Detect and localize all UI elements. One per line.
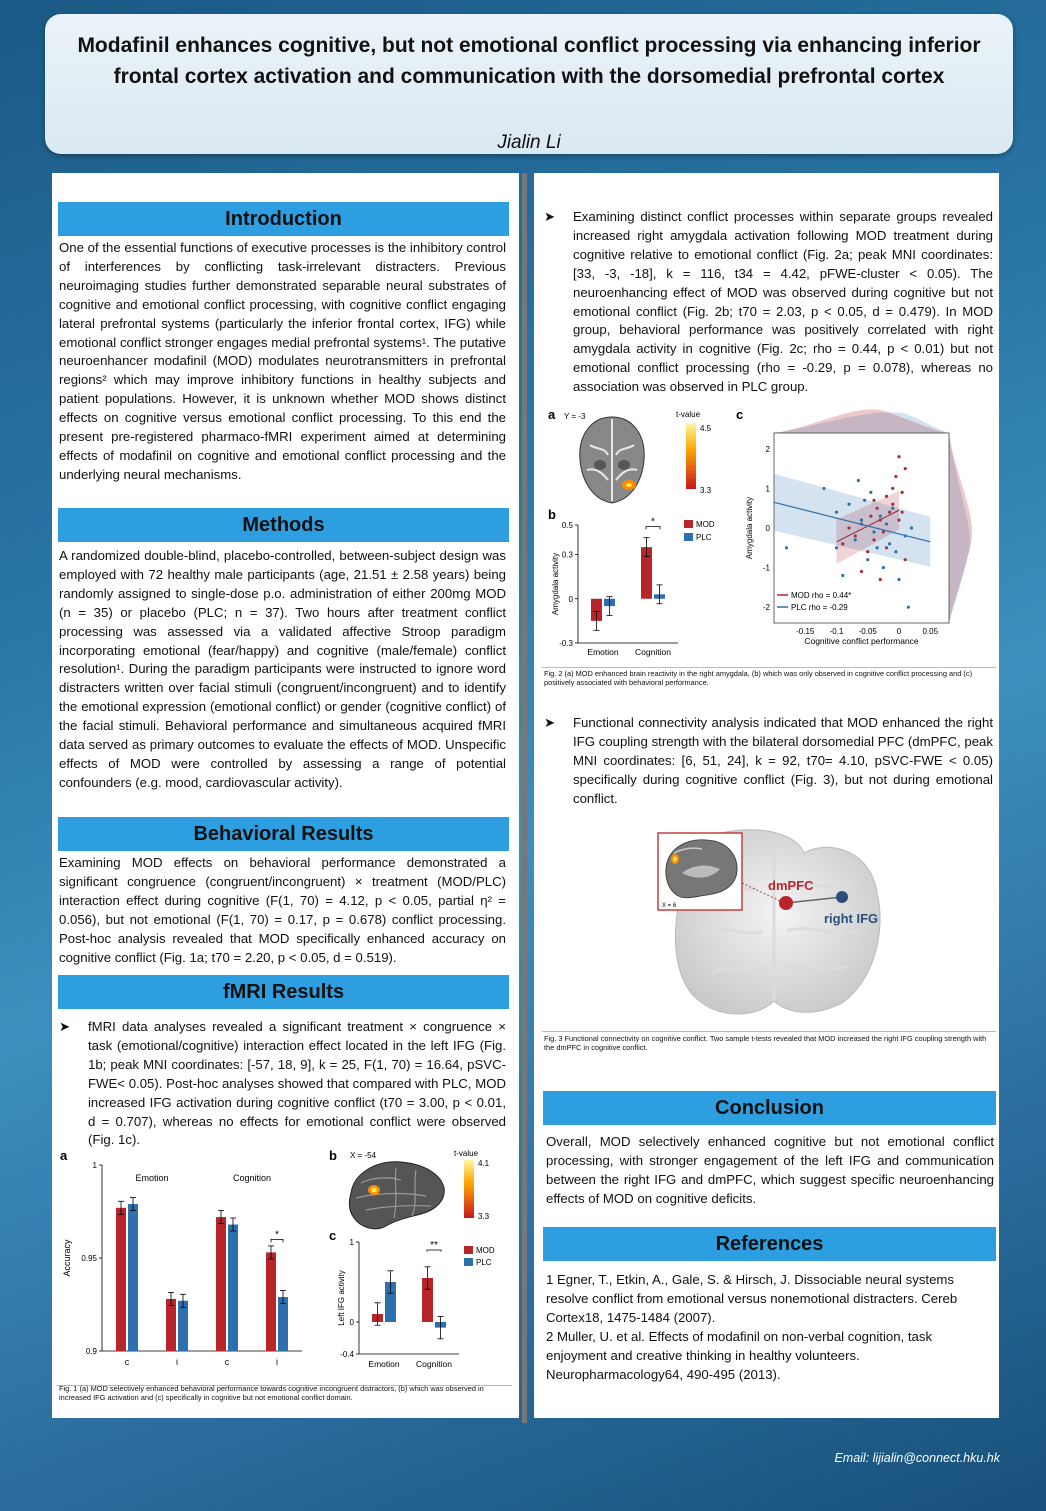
fig2a-tvalue-label: t-value: [676, 410, 701, 419]
bar-plc: [278, 1297, 288, 1351]
fig2c-scatter-plot: [745, 409, 972, 646]
fig2-panel-b-label: b: [548, 507, 556, 522]
y-tick-label: -0.4: [340, 1350, 354, 1359]
fig2b-legend-mod: MOD: [696, 520, 715, 529]
fig2a-colorbar: [686, 423, 696, 489]
fig1-panel-a-label: a: [60, 1148, 68, 1163]
bullet-arrow-icon: ➤: [59, 1019, 71, 1034]
contact-email[interactable]: Email: lijialin@connect.hku.hk: [834, 1451, 1000, 1465]
fig1a-bar-chart: [62, 1161, 302, 1367]
fig2c-data-point: [822, 487, 825, 490]
fig2c-data-point: [847, 503, 850, 506]
reference-1: 1 Egner, T., Etkin, A., Gale, S. & Hirsch, J. Dissociable neural systems resolve conflict from emotional versus nonemotional distracters. Cereb Cortex18, 1475-1484 (2007).: [546, 1272, 958, 1325]
fig1b-tmin: 3.3: [478, 1212, 490, 1221]
fig3-inset: [658, 833, 742, 910]
fig1a-group-label-cognition: Cognition: [232, 1173, 272, 1183]
bar-mod: [266, 1252, 276, 1351]
methods-heading: Methods: [58, 508, 509, 542]
fig3-ifg-label: right IFG: [824, 911, 879, 926]
fig2c-data-point: [876, 546, 879, 549]
fig2a-brain-image: [580, 417, 644, 503]
behavioral-heading: Behavioral Results: [58, 817, 509, 851]
figure-2-svg: [542, 405, 996, 667]
y-tick-label: 0.3: [561, 550, 573, 560]
fig2c-data-point: [904, 467, 907, 470]
fig2c-data-point: [879, 578, 882, 581]
fig2c-data-point: [901, 491, 904, 494]
column-divider: [522, 173, 527, 1423]
fig1a-group-label-emotion: Emotion: [135, 1173, 169, 1183]
conclusion-heading: Conclusion: [543, 1091, 996, 1125]
poster-title: [53, 30, 1005, 92]
fig2c-data-point: [835, 546, 838, 549]
fig1a-x-tick-label: c: [124, 1357, 130, 1367]
fig2c-data-point: [860, 518, 863, 521]
reference-2: 2 Muller, U. et al. Effects of modafinil on non-verbal cognition, task enjoyment and creative thinking in healthy volunteers. Neuropharmacology64, 490-495 (2013).: [546, 1329, 933, 1382]
fig2c-data-point: [897, 578, 900, 581]
fig2c-data-point: [894, 475, 897, 478]
fig1a-x-tick-label: c: [224, 1357, 230, 1367]
methods-body: A randomized double-blind, placebo-controlled, between-subject design was employed with 72 healthy male participants (age, 21.51 ± 2.58 years) being randomly assigned to single-dose p.o. administration of either 200mg MOD (n = 35) or placebo (PLC; n = 37). Two hours after treatment conflict processing was assessed via a validated affective Stroop paradigm incorporating emotional (fear/happy) and cognitive (male/female) conflict resolution¹. During the paradigm participants were instructed to ignore word distracters written over facial stimuli (congruent/incongruent) and to identify the emotional expression (emotional conflict) or gender (cognitive conflict) of the facial stimuli. Behavioral performance and simultaneous acquired fMRI data served as primary outcomes to evaluate the effects of MOD. Unspecific effects of MOD were controlled by assessing a range of potential confounders (e.g. mood, cardiovascular activity).: [59, 548, 506, 790]
fig2c-data-point: [891, 487, 894, 490]
connectivity-bullet-text: Functional connectivity analysis indicated that MOD enhanced the right IFG coupling strength with the bilateral dorsomedial PFC (dmPFC, peak MNI coordinates: [6, 51, 24], k = 92, t70= 4.10, pSVC-FWE < 0.05) specifically during cognitive conflict (Fig. 3), but not during emotional conflict.: [573, 715, 993, 806]
fig1c-significance-marker: **: [430, 1240, 438, 1251]
fig2c-x-tick-label: -0.05: [858, 627, 877, 636]
bar-mod: [166, 1299, 176, 1351]
fig2c-data-point: [860, 570, 863, 573]
fig1c-legend-plc: PLC: [476, 1258, 492, 1267]
figure-3-caption: Fig. 3 Functional connectivity on cognitive conflict. Two sample t-tests revealed that MOD increased the right IFG coupling strength with the dmPFC in cognitive conflict.: [544, 1034, 987, 1052]
figure-2-caption: Fig. 2 (a) MOD enhanced brain reactivity in the right amygdala, (b) which was only observed in cognitive conflict processing and (c) positively associated with behavioral performance.: [544, 669, 973, 687]
references-heading: References: [543, 1227, 996, 1261]
fig2c-x-tick-label: 0.05: [922, 627, 939, 636]
fig1a-significance-marker: *: [275, 1229, 279, 1241]
fig2c-data-point: [897, 455, 900, 458]
y-tick-label: -0.3: [559, 639, 573, 648]
fig2-panel-a-label: a: [548, 407, 556, 422]
fig1b-coordinate: X = -54: [350, 1151, 377, 1160]
fmri-bullet: [59, 1018, 506, 1148]
y-tick-label: 0: [349, 1318, 354, 1327]
fig2c-plc-density-right: [949, 433, 970, 623]
bar-mod: [116, 1208, 126, 1351]
fig2c-legend-mod: MOD rho = 0.44*: [791, 591, 852, 600]
fig1a-x-tick-label: i: [276, 1357, 278, 1367]
fig2b-significance-marker: *: [651, 516, 655, 528]
fig2c-x-tick-label: -0.15: [796, 627, 815, 636]
fig2c-data-point: [785, 546, 788, 549]
fig2c-data-point: [854, 538, 857, 541]
fig2c-x-tick-label: -0.1: [829, 627, 844, 636]
fig2a-coordinate: Y = -3: [564, 412, 586, 421]
fig2c-x-tick-label: 0: [896, 627, 902, 636]
fig2-panel-c-label: c: [736, 407, 744, 422]
fig1b-tvalue-label: t-value: [454, 1149, 479, 1158]
conclusion-body: Overall, MOD selectively enhanced cognitive but not emotional conflict processing, with stronger engagement of the left IFG and communication between the right IFG and dmPFC, which suggest specific neuroenhancing effects of MOD on cognitive deficits.: [546, 1134, 994, 1206]
fig2a-tmin: 3.3: [700, 486, 712, 495]
right-column: [534, 173, 999, 1418]
fig2c-data-point: [841, 574, 844, 577]
behavioral-body: Examining MOD effects on behavioral performance demonstrated a significant congruence (congruent/incongruent) × treatment (MOD/PLC) interaction effect during cognitive (F(1, 70) = 4.12, p < 0.05, partial η² = 0.056), but not emotional (F(1, 70) = 0.17, p = 0.678) conflict processing. Post-hoc analysis revealed that MOD specifically enhanced accuracy on cognitive conflict (Fig. 1a; t70 = 2.20, p < 0.05, d = 0.519).: [59, 855, 506, 965]
fig1c-x-tick-label: Cognition: [416, 1359, 452, 1369]
fig2b-bar-chart: [551, 516, 678, 657]
author: Jialin Li: [497, 132, 561, 153]
fig2c-y-axis-label: Amygdala activity: [745, 496, 754, 560]
fig2c-data-point: [879, 515, 882, 518]
amygdala-bullet: [544, 208, 993, 398]
fig2c-data-point: [869, 491, 872, 494]
fig2c-data-point: [863, 499, 866, 502]
fmri-bullet-text: fMRI data analyses revealed a significant treatment × congruence × task (emotional/cognitive) interaction effect located in the left IFG (Fig. 1b; peak MNI coordinates: [-57, 18, 9], k = 25, F(1, 70) = 16.64, pSVC-FWE< 0.05). Post-hoc analyses showed that compared with PLC, MOD increased IFG activation during cognitive conflict (t70 = 3.00, p < 0.01, d = 0.707), whereas no effects for emotional conflict were observed (Fig. 1c).: [88, 1019, 506, 1148]
fig2a-tmax: 4.5: [700, 424, 712, 433]
fig3-dmpfc-label: dmPFC: [768, 878, 814, 893]
fig1c-legend-mod-swatch: [464, 1246, 473, 1254]
fig2c-data-point: [885, 522, 888, 525]
fig2c-data-point: [866, 558, 869, 561]
bar-plc: [228, 1225, 238, 1351]
introduction-heading: Introduction: [58, 202, 509, 236]
left-column: [52, 173, 519, 1418]
amygdala-bullet-text: Examining distinct conflict processes within separate groups revealed increased right amygdala activation following MOD treatment during cognitive relative to emotional conflict (Fig. 2a; peak MNI coordinates: [33, -3, -18], k = 116, t34 = 4.42, pFWE-cluster < 0.05). The neuroenhancing effect of MOD was observed during cognitive but not emotional conflict (Fig. 2b; t70 = 2.03, p < 0.05, d = 0.479). In MOD group, behavioral performance was positively correlated with right amygdala activity in cognitive (Fig. 2c; rho = 0.44, p < 0.01) but not emotional conflict processing (rho = -0.29, p = 0.078), whereas no association was observed in PLC group.: [573, 209, 993, 395]
fig2c-data-point: [885, 495, 888, 498]
fig2c-data-point: [891, 507, 894, 510]
bar-plc: [128, 1204, 138, 1351]
fig2c-plc-density-top: [774, 412, 949, 433]
fig2b-x-tick-label: Emotion: [587, 647, 619, 657]
fig1b-tmax: 4.1: [478, 1159, 490, 1168]
y-tick-label: 0: [568, 594, 573, 604]
figure-1-caption: Fig. 1 (a) MOD selectively enhanced behavioral performance towards cognitive incongruent distractors, (b) which was observed in increased IFG activation and (c) specifically in cognitive but not emotional conflict domain.: [59, 1384, 484, 1402]
fig2b-y-axis-label: Amygdala activity: [551, 552, 560, 616]
fig2b-legend-plc: PLC: [696, 533, 712, 542]
bar-plc: [178, 1301, 188, 1351]
fig2c-legend-plc: PLC rho = -0.29: [791, 603, 848, 612]
bullet-arrow-icon: ➤: [544, 209, 556, 224]
poster-header: [45, 14, 1013, 154]
fig1c-bar-chart: [337, 1238, 459, 1369]
figure-3: [542, 823, 996, 1032]
fig1b-colorbar: [464, 1160, 474, 1218]
fig1-panel-c-label: c: [329, 1228, 337, 1243]
fig2c-data-point: [910, 526, 913, 529]
fig2c-data-point: [882, 566, 885, 569]
introduction-body: One of the essential functions of executive processes is the inhibitory control of interferences by conflicting task-irrelevant distracters. Previous neuroimaging studies further demonstrated separable neural substrates of cognitive and emotional conflict processing, with cognitive conflict engaging lateral prefrontal systems (particularly the inferior frontal cortex, IFG) while emotional conflict stronger engages medial prefrontal systems¹. The putative neuroenhancer modafinil (MOD) modulates neurotransmitters in prefrontal regions² which may improve inhibitory functions in healthy subjects and patient populations. However, it is unknown whether MOD shows distinct effects on cognitive versus emotional conflict processing. To this end the present pre-registered pharmaco-fMRI experiment aimed at determining effects of modafinil on cognitive and emotional conflict processing and the underlying neural mechanisms.: [59, 240, 506, 482]
fig2b-legend-mod-swatch: [684, 520, 693, 528]
fig2b-legend-plc-swatch: [684, 533, 693, 541]
fig2c-y-tick-label: -2: [762, 603, 770, 613]
figure-2: [542, 405, 996, 668]
fig1a-y-axis-label: Accuracy: [62, 1239, 72, 1277]
fig2c-data-point: [835, 511, 838, 514]
title-line-1: Modafinil enhances cognitive, but not emotional conflict processing via enhancing inferior: [77, 34, 981, 57]
fig2c-x-axis-label: Cognitive conflict performance: [804, 636, 919, 646]
fig2c-data-point: [857, 479, 860, 482]
fig1c-legend-mod: MOD: [476, 1246, 495, 1255]
fig1a-x-tick-label: i: [176, 1357, 178, 1367]
y-tick-label: 1: [349, 1238, 354, 1247]
fig2c-data-point: [872, 530, 875, 533]
fig3-dmpfc-node: [779, 896, 793, 910]
y-tick-label: 0.9: [85, 1347, 97, 1356]
fig3-inset-coordinate: X = 6: [662, 903, 677, 909]
y-tick-label: 0.95: [81, 1254, 97, 1263]
fig2c-data-point: [894, 550, 897, 553]
fig3-ifg-node: [836, 891, 848, 903]
fig2c-y-tick-label: 2: [765, 444, 770, 454]
title-line-2: frontal cortex activation and communication with the dorsomedial prefrontal cortex: [113, 65, 945, 88]
fmri-heading: fMRI Results: [58, 975, 509, 1009]
fig2b-x-tick-label: Cognition: [635, 647, 671, 657]
fig2c-y-tick-label: 0: [765, 524, 770, 533]
fig2c-data-point: [888, 542, 891, 545]
fig2c-y-tick-label: 1: [765, 484, 770, 494]
fig2c-data-point: [907, 606, 910, 609]
fig1-panel-b-label: b: [329, 1148, 337, 1163]
bar-mod: [216, 1217, 226, 1351]
figure-3-svg: [542, 823, 996, 1031]
fig1c-legend-plc-swatch: [464, 1258, 473, 1266]
figure-1-svg: [56, 1148, 512, 1385]
figure-1: [56, 1148, 512, 1386]
fig2c-data-point: [904, 534, 907, 537]
y-tick-label: 0.5: [561, 521, 573, 530]
connectivity-bullet: [544, 714, 993, 809]
fig1c-x-tick-label: Emotion: [368, 1359, 400, 1369]
fig1b-brain-image: [349, 1162, 444, 1229]
bullet-arrow-icon: ➤: [544, 715, 556, 730]
fig2c-y-tick-label: -1: [762, 563, 770, 573]
fig2c-data-point: [891, 503, 894, 506]
y-tick-label: 1: [92, 1161, 97, 1170]
fig1c-y-axis-label: Left IFG activity: [337, 1270, 346, 1326]
